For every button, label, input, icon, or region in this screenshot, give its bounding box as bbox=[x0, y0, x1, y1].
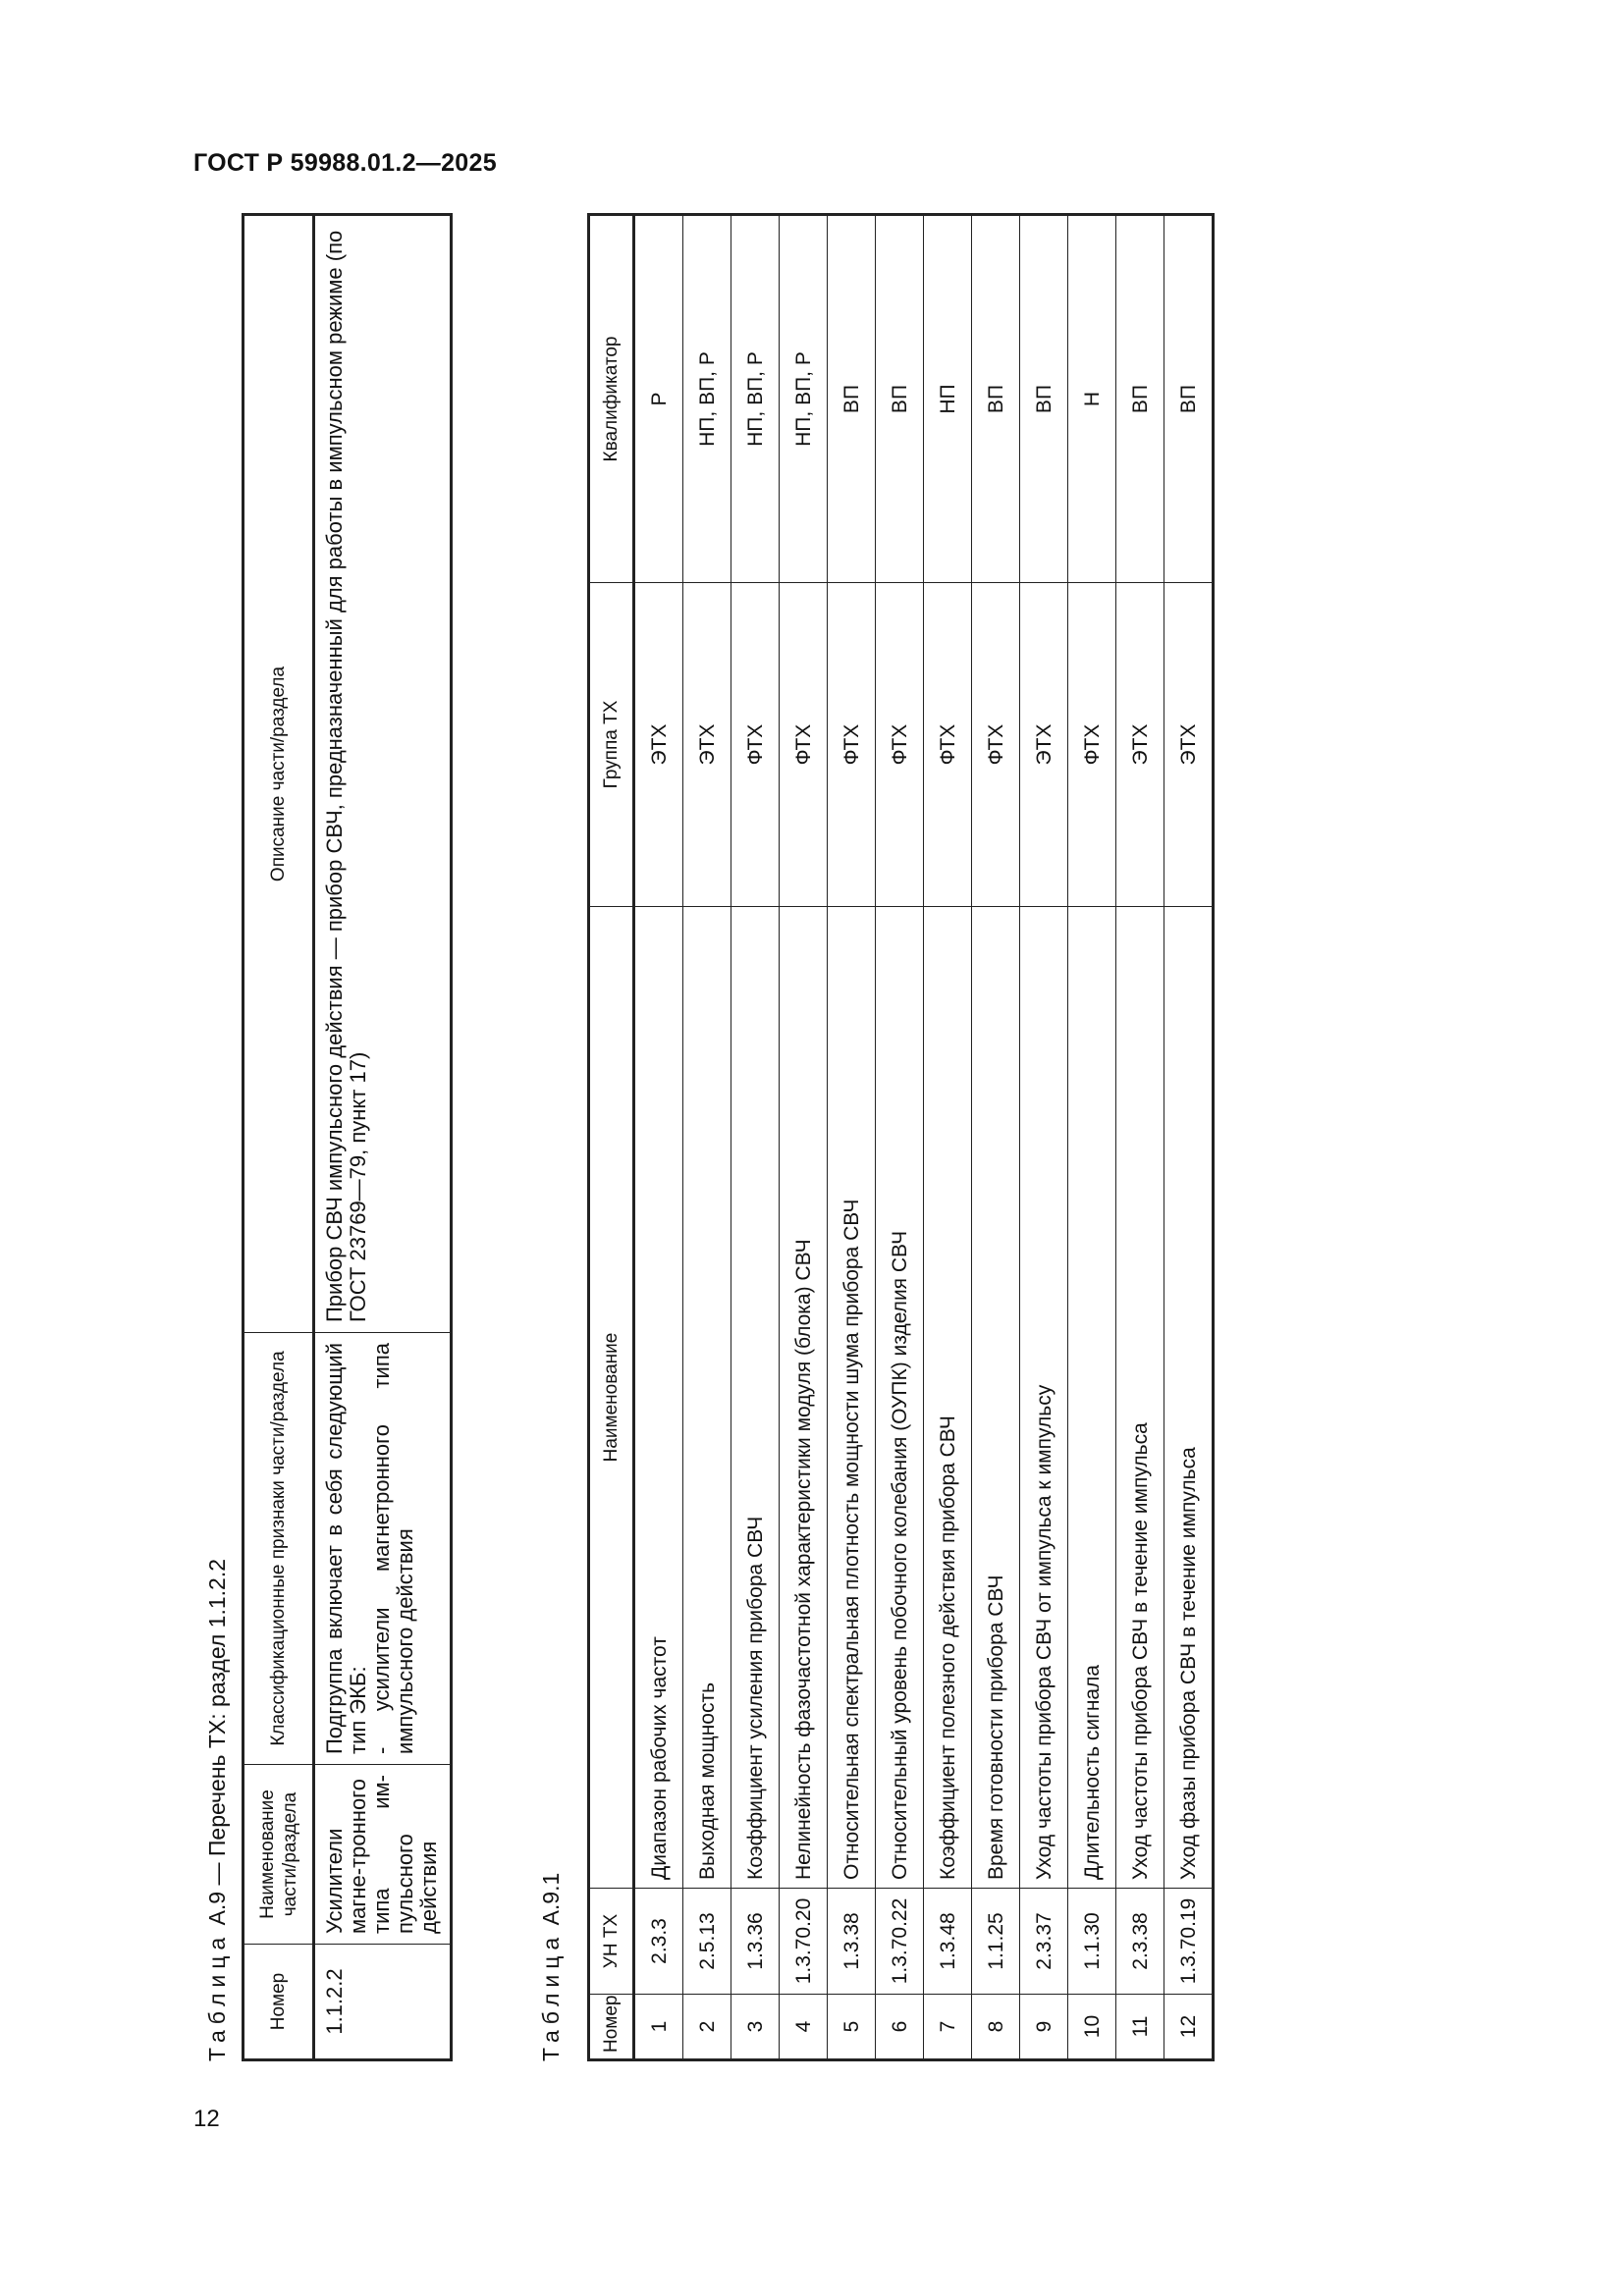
cell-un-tx: 2.3.38 bbox=[1116, 1889, 1164, 1995]
header-part-name: Наименование части/раздела bbox=[244, 1765, 314, 1945]
cell-group: ЭТХ bbox=[1164, 583, 1214, 907]
header-group: Группа ТХ bbox=[589, 583, 634, 907]
cell-group: ФТХ bbox=[924, 583, 972, 907]
table-a9-caption-text: А.9 — Перечень ТХ: раздел 1.1.2.2 bbox=[204, 1558, 230, 1932]
features-line-1: Подгруппа включает в себя следующий тип ЭКБ: bbox=[322, 1343, 370, 1754]
cell-un-tx: 1.3.48 bbox=[924, 1889, 972, 1995]
cell-group: ФТХ bbox=[731, 583, 780, 907]
cell-group: ФТХ bbox=[1068, 583, 1116, 907]
header-description: Описание части/раздела bbox=[244, 215, 314, 1333]
cell-qualifier: ВП bbox=[1164, 215, 1214, 583]
cell-name: Коэффициент полезного действия прибора СВЧ bbox=[924, 907, 972, 1889]
cell-name: Время готовности прибора СВЧ bbox=[972, 907, 1020, 1889]
document-code: ГОСТ Р 59988.01.2—2025 bbox=[193, 149, 497, 177]
cell-un-tx: 1.3.70.19 bbox=[1164, 1889, 1214, 1995]
table-a9 bbox=[242, 213, 453, 2061]
cell-part-name: Усилители магне-тронного типа им-пульсного действия bbox=[314, 1765, 452, 1945]
cell-group: ЭТХ bbox=[683, 583, 731, 907]
cell-number: 9 bbox=[1020, 1995, 1068, 2060]
table-row bbox=[972, 215, 1020, 2060]
cell-un-tx: 2.5.13 bbox=[683, 1889, 731, 1995]
cell-number: 7 bbox=[924, 1995, 972, 2060]
cell-qualifier: Н bbox=[1068, 215, 1116, 583]
table-a91-caption-label: Таблица bbox=[538, 1931, 564, 2061]
cell-number: 12 bbox=[1164, 1995, 1214, 2060]
cell-name: Коэффициент усиления прибора СВЧ bbox=[731, 907, 780, 1889]
table-row bbox=[876, 215, 924, 2060]
cell-qualifier: ВП bbox=[876, 215, 924, 583]
header-qualifier: Квалификатор bbox=[589, 215, 634, 583]
cell-number: 3 bbox=[731, 1995, 780, 2060]
cell-group: ФТХ bbox=[972, 583, 1020, 907]
cell-qualifier: НП, ВП, Р bbox=[780, 215, 828, 583]
table-a9-caption-label: Таблица bbox=[204, 1931, 230, 2061]
table-row bbox=[1020, 215, 1068, 2060]
header-number: Номер bbox=[589, 1995, 634, 2060]
cell-group: ФТХ bbox=[876, 583, 924, 907]
table-a91-caption-text: А.9.1 bbox=[538, 1872, 564, 1932]
cell-name: Выходная мощность bbox=[683, 907, 731, 1889]
cell-features bbox=[314, 1333, 452, 1765]
cell-number: 5 bbox=[828, 1995, 876, 2060]
table-row bbox=[314, 215, 452, 2060]
table-row bbox=[634, 215, 683, 2060]
cell-qualifier: НП, ВП, Р bbox=[683, 215, 731, 583]
table-row bbox=[924, 215, 972, 2060]
table-row bbox=[1068, 215, 1116, 2060]
cell-qualifier: ВП bbox=[972, 215, 1020, 583]
header-name: Наименование bbox=[589, 907, 634, 1889]
cell-description: Прибор СВЧ импульсного действия — прибор СВЧ, предназначенный для работы в импульсном режиме (по ГОСТ 23769—79, пункт 17) bbox=[314, 215, 452, 1333]
table-row bbox=[731, 215, 780, 2060]
header-features: Классификационные признаки части/раздела bbox=[244, 1333, 314, 1765]
cell-qualifier: НП bbox=[924, 215, 972, 583]
cell-number: 4 bbox=[780, 1995, 828, 2060]
table-a9-caption bbox=[204, 1559, 231, 2061]
cell-name: Диапазон рабочих частот bbox=[634, 907, 683, 1889]
cell-name: Уход фазы прибора СВЧ в течение импульса bbox=[1164, 907, 1214, 1889]
table-row bbox=[1116, 215, 1164, 2060]
cell-number: 10 bbox=[1068, 1995, 1116, 2060]
cell-qualifier: ВП bbox=[1020, 215, 1068, 583]
cell-group: ФТХ bbox=[780, 583, 828, 907]
features-line-2: - усилители магнетронного типа импульсного действия bbox=[369, 1343, 417, 1754]
table-a91-caption bbox=[538, 1873, 565, 2061]
cell-name: Относительный уровень побочного колебания (ОУПК) изделия СВЧ bbox=[876, 907, 924, 1889]
cell-group: ФТХ bbox=[828, 583, 876, 907]
header-un-tx: УН ТХ bbox=[589, 1889, 634, 1995]
cell-name: Уход частоты прибора СВЧ от импульса к импульсу bbox=[1020, 907, 1068, 1889]
cell-un-tx: 2.3.37 bbox=[1020, 1889, 1068, 1995]
cell-number: 8 bbox=[972, 1995, 1020, 2060]
cell-un-tx: 1.3.38 bbox=[828, 1889, 876, 1995]
cell-number: 11 bbox=[1116, 1995, 1164, 2060]
cell-number: 1.1.2.2 bbox=[314, 1945, 452, 2060]
cell-name: Нелинейность фазочастотной характеристики модуля (блока) СВЧ bbox=[780, 907, 828, 1889]
cell-un-tx: 1.1.25 bbox=[972, 1889, 1020, 1995]
cell-name: Длительность сигнала bbox=[1068, 907, 1116, 1889]
cell-un-tx: 1.3.36 bbox=[731, 1889, 780, 1995]
cell-qualifier: Р bbox=[634, 215, 683, 583]
cell-number: 2 bbox=[683, 1995, 731, 2060]
cell-name: Уход частоты прибора СВЧ в течение импульса bbox=[1116, 907, 1164, 1889]
cell-name: Относительная спектральная плотность мощности шума прибора СВЧ bbox=[828, 907, 876, 1889]
table-row bbox=[683, 215, 731, 2060]
page-number: 12 bbox=[193, 2106, 220, 2132]
cell-un-tx: 1.3.70.20 bbox=[780, 1889, 828, 1995]
cell-number: 1 bbox=[634, 1995, 683, 2060]
cell-qualifier: ВП bbox=[828, 215, 876, 583]
table-row bbox=[780, 215, 828, 2060]
rotated-content bbox=[204, 216, 1200, 2091]
header-number: Номер bbox=[244, 1945, 314, 2060]
cell-group: ЭТХ bbox=[1116, 583, 1164, 907]
cell-un-tx: 2.3.3 bbox=[634, 1889, 683, 1995]
cell-un-tx: 1.3.70.22 bbox=[876, 1889, 924, 1995]
table-row bbox=[828, 215, 876, 2060]
cell-qualifier: ВП bbox=[1116, 215, 1164, 583]
table-a91 bbox=[587, 213, 1215, 2061]
cell-un-tx: 1.1.30 bbox=[1068, 1889, 1116, 1995]
table-row bbox=[1164, 215, 1214, 2060]
cell-number: 6 bbox=[876, 1995, 924, 2060]
cell-qualifier: НП, ВП, Р bbox=[731, 215, 780, 583]
cell-group: ЭТХ bbox=[634, 583, 683, 907]
cell-group: ЭТХ bbox=[1020, 583, 1068, 907]
